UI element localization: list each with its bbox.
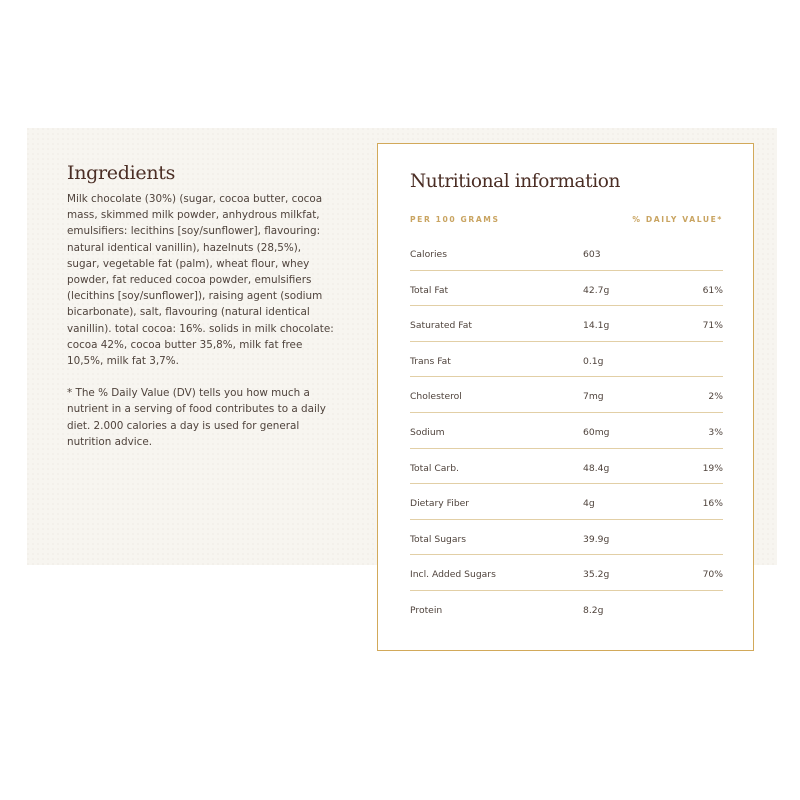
ingredients-text: Milk chocolate (30%) (sugar, cocoa butter, cocoa mass, skimmed milk powder, anhydrous milkfat, emulsifiers: lecithins [soy/sunflower], flavouring: natural identical vanillin), hazelnuts (28,5%), sugar, vegetable fat (palm), wheat flour, whey powder, fat reduced cocoa powder, emulsifiers (lecithins [soy/sunflower]), raising agent (sodium bicarbonate), salt, flavouring (natural identical vanillin). total cocoa: 16%. solids in milk chocolate: cocoa 42%, cocoa butter 35,8%, milk fat free 10,5%, milk fat 3,7%. <box>67 193 334 368</box>
daily-value-note: * The % Daily Value (DV) tells you how much a nutrient in a serving of food contributes to a daily diet. 2.000 calories a day is used for general nutrition advice. <box>67 387 326 448</box>
ingredients-section <box>67 162 335 450</box>
nutrient-daily-value: 16% <box>702 498 723 510</box>
nutrient-name: Calories <box>410 249 447 260</box>
nutrient-daily-value: 19% <box>702 462 723 474</box>
nutrient-name: Total Sugars <box>410 533 467 545</box>
nutrition-row <box>410 306 723 342</box>
nutrition-card <box>377 143 754 651</box>
ingredients-heading: Ingredients <box>67 162 176 184</box>
nutrition-row <box>410 555 723 591</box>
nutrient-daily-value: 70% <box>702 569 723 581</box>
nutrient-amount: 35.2g <box>583 569 610 581</box>
nutrient-amount: 39.9g <box>583 533 610 545</box>
nutrition-row <box>410 342 723 378</box>
nutrition-row <box>410 377 723 413</box>
nutrient-amount: 0.1g <box>583 355 604 367</box>
nutrient-daily-value: 71% <box>702 320 723 332</box>
nutrition-title: Nutritional information <box>410 171 620 192</box>
nutrition-row <box>410 235 723 271</box>
nutrient-name: Dietary Fiber <box>410 498 470 510</box>
nutrient-daily-value: 3% <box>708 426 723 438</box>
per-100-grams-label: PER 100 GRAMS <box>410 215 500 224</box>
nutrient-name: Protein <box>410 604 443 616</box>
nutrient-amount: 4g <box>583 498 595 510</box>
nutrient-name: Sodium <box>410 426 445 438</box>
nutrition-row <box>410 591 723 627</box>
nutrient-daily-value: 2% <box>708 391 723 403</box>
nutrient-daily-value: 61% <box>702 284 723 296</box>
nutrition-header-row <box>410 215 723 229</box>
nutrient-amount: 14.1g <box>583 320 610 332</box>
nutrient-name: Trans Fat <box>410 355 451 367</box>
nutrition-table <box>410 235 723 627</box>
nutrient-name: Total Fat <box>410 284 449 296</box>
nutrition-row <box>410 484 723 520</box>
nutrient-name: Cholesterol <box>410 391 462 403</box>
nutrition-row <box>410 449 723 485</box>
nutrient-amount: 48.4g <box>583 462 610 474</box>
nutrient-amount: 8.2g <box>583 604 604 616</box>
nutrient-amount: 603 <box>583 249 601 260</box>
nutrition-row <box>410 520 723 556</box>
nutrient-name: Incl. Added Sugars <box>410 569 496 581</box>
daily-value-label: % DAILY VALUE* <box>632 215 723 224</box>
nutrition-row <box>410 271 723 307</box>
nutrition-row <box>410 413 723 449</box>
nutrient-name: Total Carb. <box>410 462 459 474</box>
nutrient-name: Saturated Fat <box>410 320 472 332</box>
nutrient-amount: 7mg <box>583 391 604 403</box>
nutrient-amount: 60mg <box>583 426 610 438</box>
nutrient-amount: 42.7g <box>583 284 610 296</box>
